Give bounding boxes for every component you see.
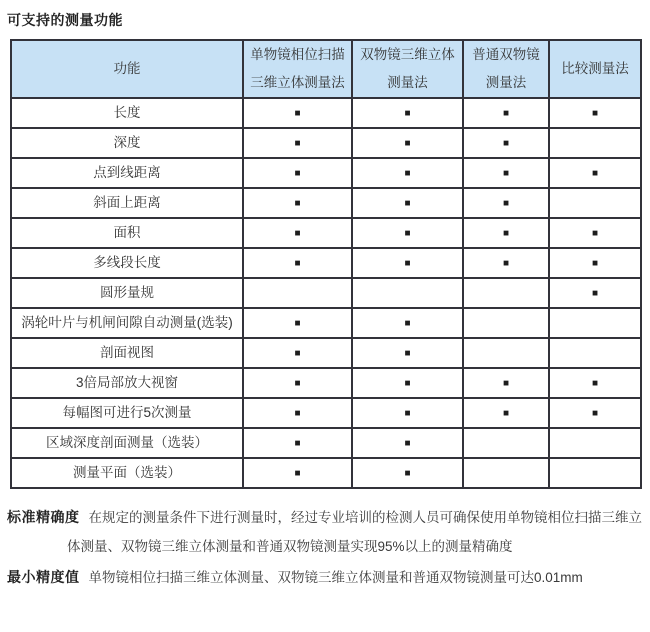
support-mark-cell xyxy=(463,278,549,308)
filled-square-mark-icon: ■ xyxy=(591,228,599,239)
support-mark-cell xyxy=(352,158,463,188)
function-name-cell: 每幅图可进行5次测量 xyxy=(11,398,243,428)
support-mark-cell xyxy=(243,278,352,308)
header-cell-method-4: 比较测量法 xyxy=(549,40,641,98)
function-name-cell: 长度 xyxy=(11,98,243,128)
filled-square-mark-icon: ■ xyxy=(294,108,301,119)
support-mark-cell xyxy=(352,98,463,128)
note-text: 在规定的测量条件下进行测量时，经过专业培训的检测人员可确保使用单物镜相位扫描三维立体测量、双物镜三维立体测量和普通双物镜测量实现95%以上的测量精确度 xyxy=(67,510,642,554)
support-mark-cell xyxy=(549,158,641,188)
filled-square-mark-icon: ■ xyxy=(591,378,599,389)
support-mark-cell xyxy=(352,308,463,338)
table-row xyxy=(11,218,641,248)
support-mark-cell xyxy=(463,158,549,188)
support-mark-cell xyxy=(352,248,463,278)
table-row xyxy=(11,188,641,218)
table-row xyxy=(11,278,641,308)
table-row xyxy=(11,428,641,458)
filled-square-mark-icon: ■ xyxy=(294,198,301,209)
support-mark-cell xyxy=(243,218,352,248)
note-label: 标准精确度 xyxy=(7,509,80,525)
support-mark-cell xyxy=(352,278,463,308)
table-row xyxy=(11,98,641,128)
support-mark-cell xyxy=(463,98,549,128)
support-mark-cell xyxy=(463,368,549,398)
filled-square-mark-icon: ■ xyxy=(294,318,301,329)
function-name-cell: 斜面上距离 xyxy=(11,188,243,218)
support-mark-cell xyxy=(549,128,641,158)
support-mark-cell xyxy=(243,128,352,158)
table-row xyxy=(11,248,641,278)
support-mark-cell xyxy=(549,368,641,398)
filled-square-mark-icon: ■ xyxy=(294,408,301,419)
function-name-cell: 3倍局部放大视窗 xyxy=(11,368,243,398)
table-row xyxy=(11,458,641,488)
support-mark-cell xyxy=(549,188,641,218)
table-header-row xyxy=(11,40,641,98)
filled-square-mark-icon: ■ xyxy=(404,348,411,359)
table-row xyxy=(11,158,641,188)
support-mark-cell xyxy=(463,248,549,278)
filled-square-mark-icon: ■ xyxy=(404,408,411,419)
support-mark-cell xyxy=(352,218,463,248)
filled-square-mark-icon: ■ xyxy=(591,288,599,299)
support-mark-cell xyxy=(243,338,352,368)
support-mark-cell xyxy=(352,428,463,458)
support-mark-cell xyxy=(463,188,549,218)
support-mark-cell xyxy=(352,368,463,398)
filled-square-mark-icon: ■ xyxy=(502,378,510,389)
support-mark-cell xyxy=(549,398,641,428)
support-mark-cell xyxy=(352,338,463,368)
support-mark-cell xyxy=(352,458,463,488)
support-mark-cell xyxy=(549,98,641,128)
function-name-cell: 面积 xyxy=(11,218,243,248)
function-name-cell: 多线段长度 xyxy=(11,248,243,278)
filled-square-mark-icon: ■ xyxy=(404,108,411,119)
header-cell-method-3: 普通双物镜 测量法 xyxy=(463,40,549,98)
table-row xyxy=(11,398,641,428)
table-row xyxy=(11,128,641,158)
support-mark-cell xyxy=(463,458,549,488)
function-name-cell: 剖面视图 xyxy=(11,338,243,368)
support-mark-cell xyxy=(243,398,352,428)
measurement-functions-table xyxy=(10,39,642,489)
note-standard-accuracy xyxy=(0,503,650,561)
filled-square-mark-icon: ■ xyxy=(294,138,301,149)
filled-square-mark-icon: ■ xyxy=(404,438,411,449)
support-mark-cell xyxy=(352,128,463,158)
support-mark-cell xyxy=(549,458,641,488)
filled-square-mark-icon: ■ xyxy=(294,258,301,269)
filled-square-mark-icon: ■ xyxy=(502,198,510,209)
support-mark-cell xyxy=(549,218,641,248)
filled-square-mark-icon: ■ xyxy=(404,198,411,209)
filled-square-mark-icon: ■ xyxy=(404,138,411,149)
support-mark-cell xyxy=(463,218,549,248)
filled-square-mark-icon: ■ xyxy=(502,228,510,239)
filled-square-mark-icon: ■ xyxy=(294,228,301,239)
support-mark-cell xyxy=(463,338,549,368)
support-mark-cell xyxy=(243,368,352,398)
filled-square-mark-icon: ■ xyxy=(294,378,301,389)
filled-square-mark-icon: ■ xyxy=(404,258,411,269)
note-text: 单物镜相位扫描三维立体测量、双物镜三维立体测量和普通双物镜测量可达0.01mm xyxy=(88,570,583,585)
page-title: 可支持的测量功能 xyxy=(7,12,123,28)
filled-square-mark-icon: ■ xyxy=(502,138,510,149)
function-name-cell: 圆形量规 xyxy=(11,278,243,308)
filled-square-mark-icon: ■ xyxy=(591,108,599,119)
support-mark-cell xyxy=(463,398,549,428)
header-cell-method-2: 双物镜三维立体 测量法 xyxy=(352,40,463,98)
function-name-cell: 涡轮叶片与机闸间隙自动测量(选装) xyxy=(11,308,243,338)
support-mark-cell xyxy=(549,278,641,308)
support-mark-cell xyxy=(243,428,352,458)
support-mark-cell xyxy=(352,398,463,428)
note-label: 最小精度值 xyxy=(7,569,80,585)
footnotes xyxy=(0,503,650,592)
support-mark-cell xyxy=(243,308,352,338)
function-name-cell: 区域深度剖面测量（选装） xyxy=(11,428,243,458)
support-mark-cell xyxy=(243,458,352,488)
support-mark-cell xyxy=(549,248,641,278)
support-mark-cell xyxy=(549,308,641,338)
filled-square-mark-icon: ■ xyxy=(591,168,599,179)
support-mark-cell xyxy=(463,128,549,158)
filled-square-mark-icon: ■ xyxy=(502,258,510,269)
support-mark-cell xyxy=(463,308,549,338)
support-mark-cell xyxy=(549,428,641,458)
filled-square-mark-icon: ■ xyxy=(502,408,510,419)
function-name-cell: 点到线距离 xyxy=(11,158,243,188)
filled-square-mark-icon: ■ xyxy=(404,378,411,389)
filled-square-mark-icon: ■ xyxy=(404,468,411,479)
support-mark-cell xyxy=(243,248,352,278)
support-mark-cell xyxy=(549,338,641,368)
table-row xyxy=(11,338,641,368)
note-minimum-precision xyxy=(0,563,650,592)
header-cell-function: 功能 xyxy=(11,40,243,98)
support-mark-cell xyxy=(243,188,352,218)
function-name-cell: 深度 xyxy=(11,128,243,158)
support-mark-cell xyxy=(243,98,352,128)
support-mark-cell xyxy=(352,188,463,218)
filled-square-mark-icon: ■ xyxy=(591,258,599,269)
filled-square-mark-icon: ■ xyxy=(404,228,411,239)
support-mark-cell xyxy=(463,428,549,458)
filled-square-mark-icon: ■ xyxy=(404,318,411,329)
support-mark-cell xyxy=(243,158,352,188)
table-body xyxy=(11,98,641,488)
filled-square-mark-icon: ■ xyxy=(294,468,301,479)
filled-square-mark-icon: ■ xyxy=(591,408,599,419)
header-cell-method-1: 单物镜相位扫描 三维立体测量法 xyxy=(243,40,352,98)
filled-square-mark-icon: ■ xyxy=(294,168,301,179)
filled-square-mark-icon: ■ xyxy=(294,438,301,449)
filled-square-mark-icon: ■ xyxy=(294,348,301,359)
filled-square-mark-icon: ■ xyxy=(502,168,510,179)
filled-square-mark-icon: ■ xyxy=(502,108,510,119)
table-row xyxy=(11,368,641,398)
filled-square-mark-icon: ■ xyxy=(404,168,411,179)
table-row xyxy=(11,308,641,338)
function-name-cell: 测量平面（选装） xyxy=(11,458,243,488)
